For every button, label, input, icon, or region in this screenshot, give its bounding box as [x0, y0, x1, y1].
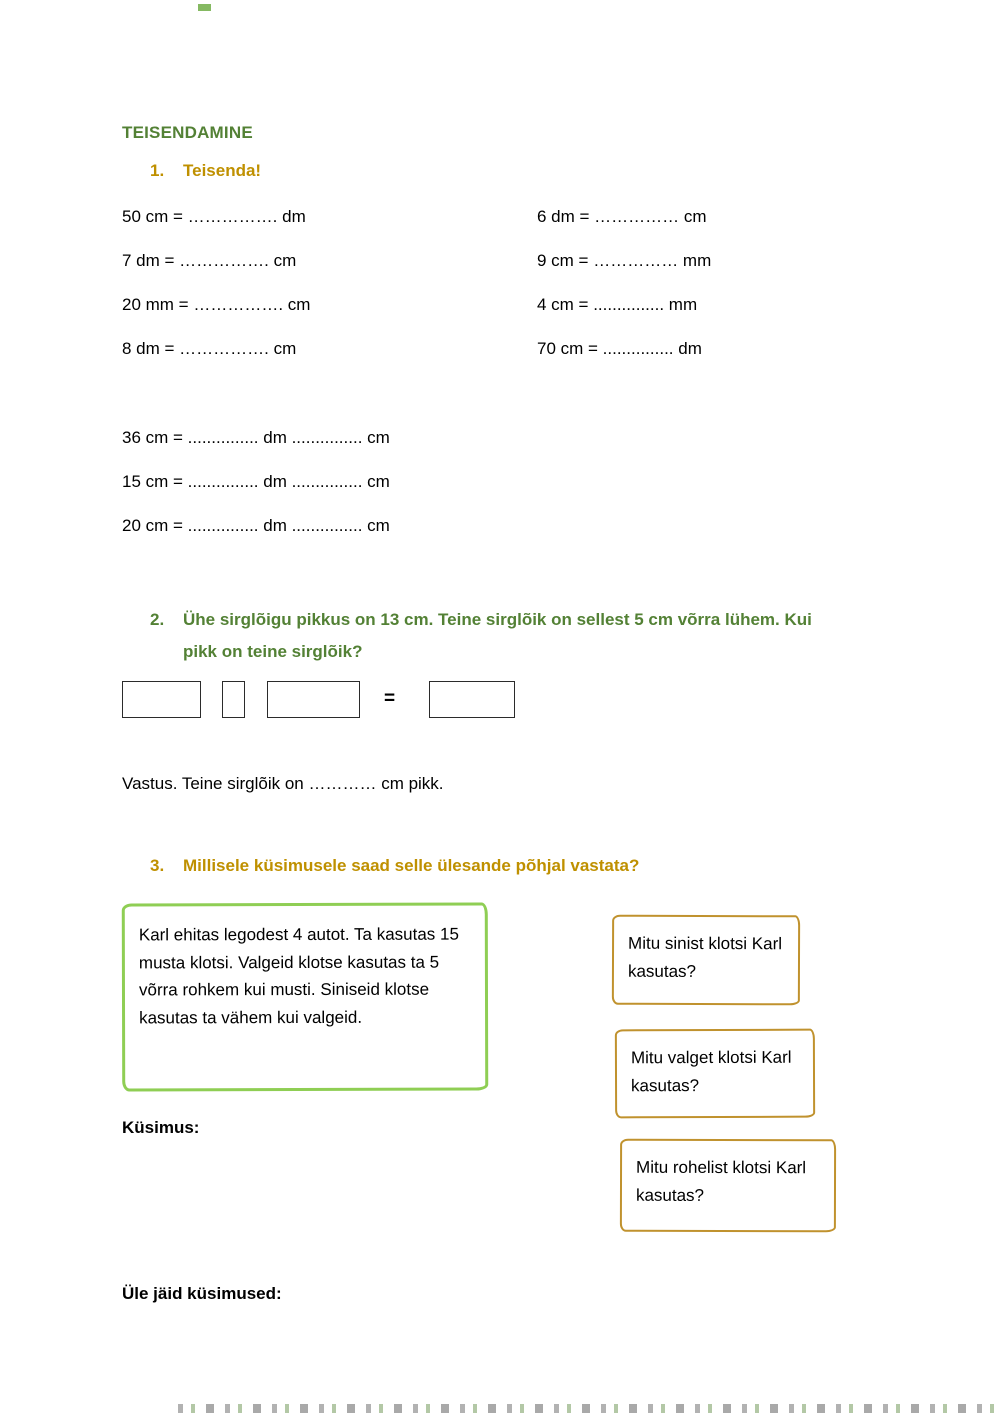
question-box[interactable]	[615, 1029, 815, 1119]
task1-number: 1.	[150, 161, 165, 180]
conversion-row: 4 cm = ............... mm	[537, 295, 698, 314]
conversion-row: 20 cm = ............... dm ............... cm	[122, 516, 390, 535]
conversion-row: 20 mm = ……………. cm	[122, 295, 311, 314]
conversion-two-unit-group	[122, 426, 390, 558]
conversion-row: 8 dm = ……………. cm	[122, 339, 297, 358]
question-box[interactable]	[620, 1139, 836, 1233]
page-edge-artifact-top	[198, 4, 211, 11]
conversion-column-left	[122, 205, 310, 381]
task2-text: Ühe sirglõigu pikkus on 13 cm. Teine sirglõik on sellest 5 cm võrra lühem. Kui pikk on teine sirglõik?	[183, 610, 812, 661]
conversion-row: 9 cm = …………… mm	[537, 251, 712, 270]
equation-box-2[interactable]	[267, 681, 360, 718]
task2-number: 2.	[150, 610, 165, 629]
conversion-column-right	[537, 205, 711, 381]
conversion-row: 50 cm = ……………. dm	[122, 207, 306, 226]
conversion-row: 15 cm = ............... dm ............... cm	[122, 472, 390, 491]
leftover-questions-label: Üle jäid küsimused:	[122, 1284, 282, 1303]
page-title: TEISENDAMINE	[122, 123, 253, 142]
answer-line: Vastus. Teine sirglõik on ………… cm pikk.	[122, 774, 444, 793]
task2-heading	[150, 604, 840, 668]
conversion-row: 70 cm = ............... dm	[537, 339, 702, 358]
question-box[interactable]	[612, 915, 800, 1006]
conversion-row: 7 dm = ……………. cm	[122, 251, 297, 270]
question-text: Mitu rohelist klotsi Karl kasutas?	[635, 1157, 807, 1205]
page-edge-artifact-bottom	[178, 1404, 1000, 1413]
question-text: Mitu valget klotsi Karl kasutas?	[630, 1047, 792, 1096]
kusimus-label: Küsimus:	[122, 1118, 200, 1137]
equation-box-1[interactable]	[122, 681, 201, 718]
equation-box-answer[interactable]	[429, 681, 515, 718]
task1-heading	[150, 161, 550, 181]
task3-number: 3.	[150, 856, 165, 875]
conversion-row: 36 cm = ............... dm ............... cm	[122, 428, 390, 447]
task3-heading	[150, 856, 850, 876]
equation-box-operator[interactable]	[222, 681, 245, 718]
story-text: Karl ehitas legodest 4 autot. Ta kasutas 15 musta klotsi. Valgeid klotse kasutas ta 5 võrra rohkem kui musti. Siniseid klotse kasutas ta vähem kui valgeid.	[138, 924, 459, 1027]
task3-text: Millisele küsimusele saad selle ülesande põhjal vastata?	[183, 856, 640, 875]
equals-sign: =	[384, 688, 396, 709]
story-box	[122, 903, 488, 1092]
question-text: Mitu sinist klotsi Karl kasutas?	[627, 933, 783, 981]
task1-label: Teisenda!	[183, 161, 262, 180]
conversion-row: 6 dm = …………… cm	[537, 207, 707, 226]
